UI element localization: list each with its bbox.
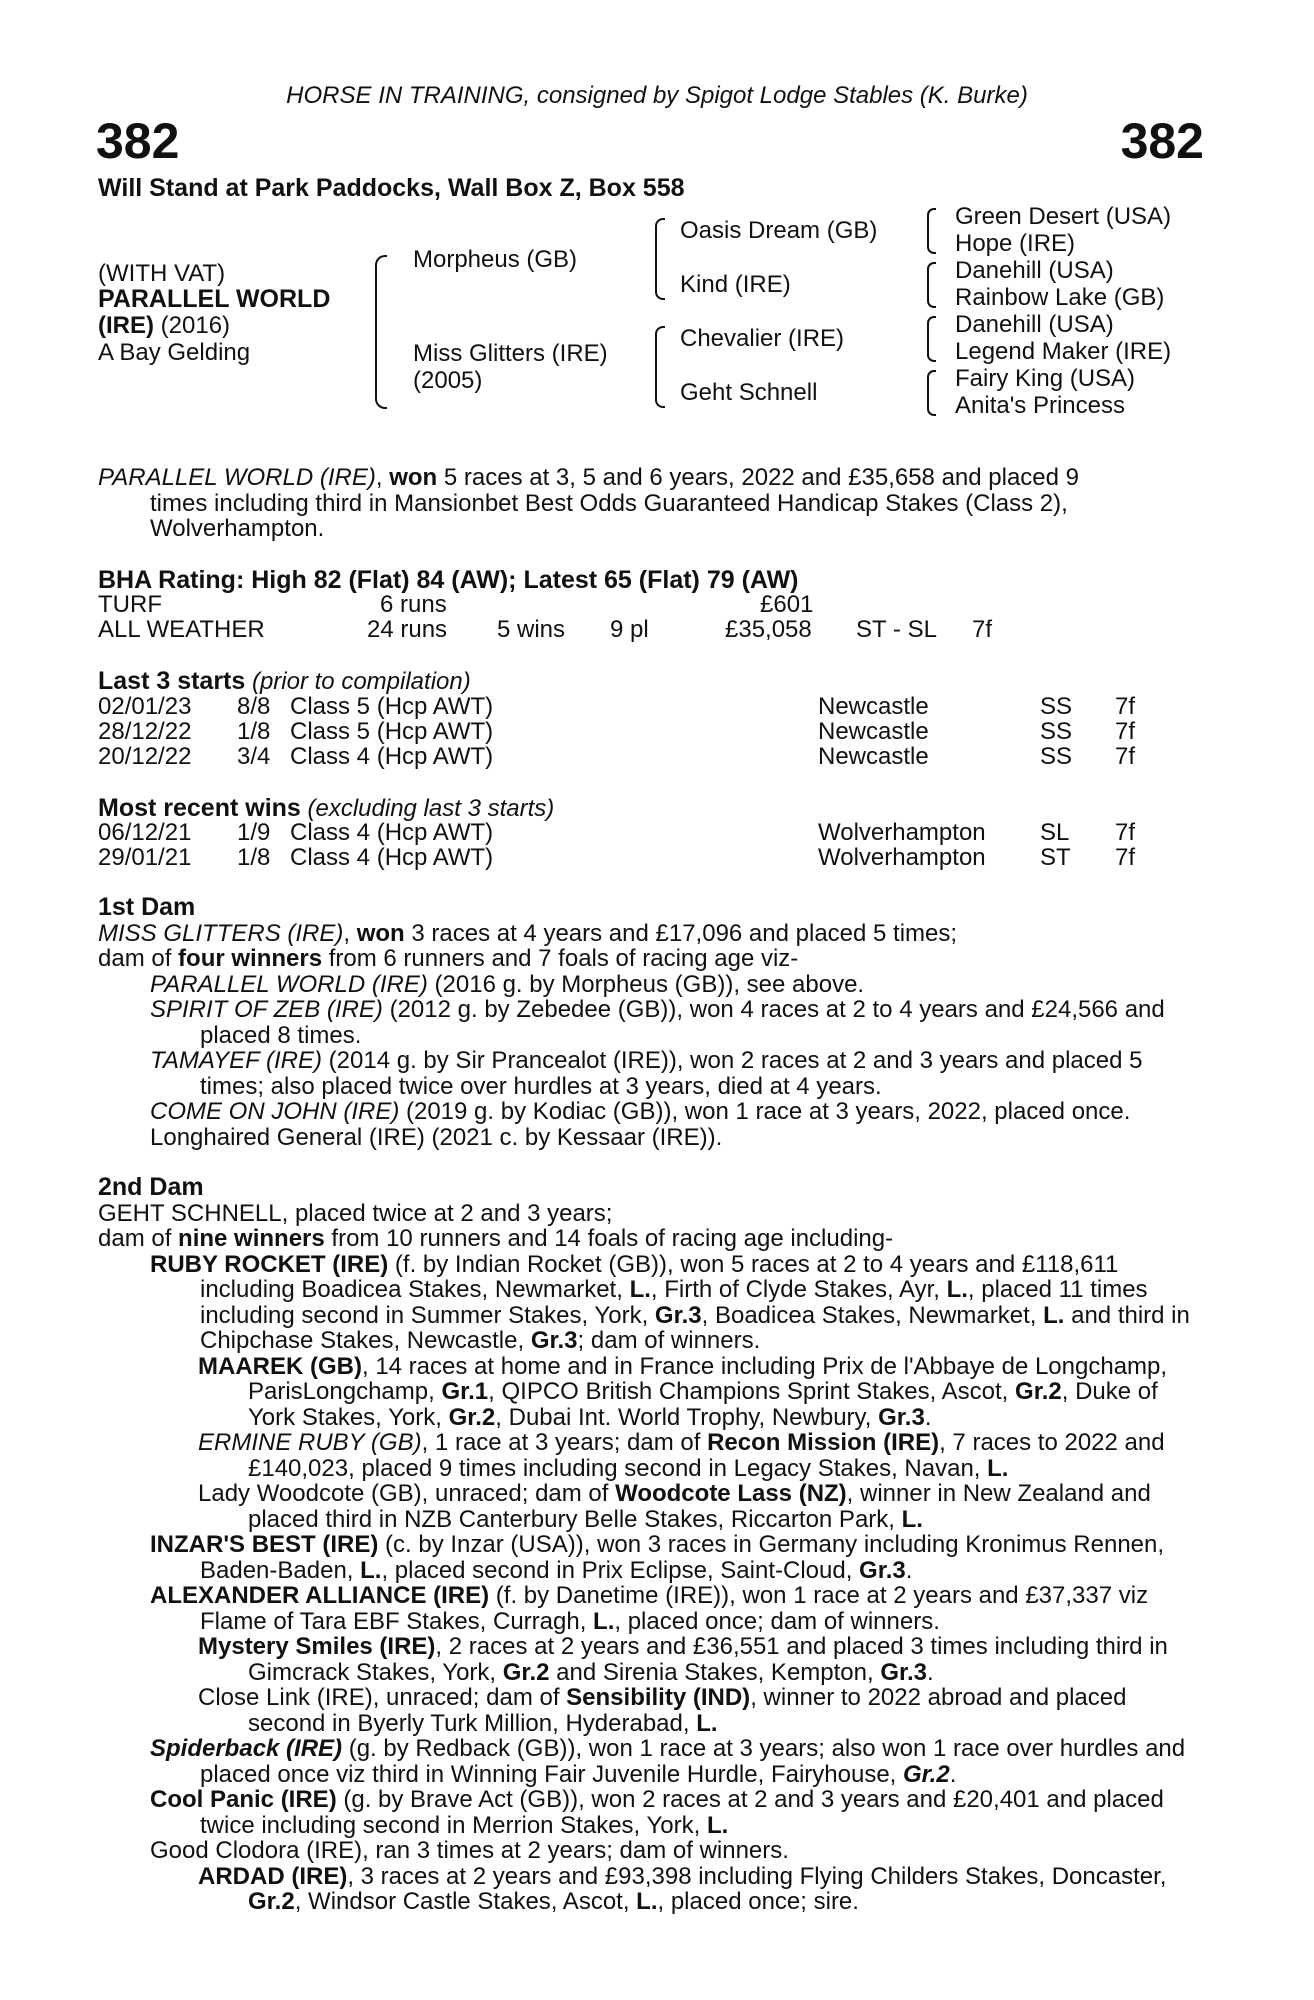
gen3-2: Hope (IRE) <box>955 230 1076 257</box>
pedigree-brace-g3-2 <box>927 262 936 308</box>
dam-year: (2005) <box>413 367 483 394</box>
ermine-ruby-entry: ERMINE RUBY (GB), 1 race at 3 years; dam of Recon Mission (IRE), 7 races to 2022 and £140,023, placed 9 times including second in Legacy Stakes, Navan, L. <box>198 1429 1165 1482</box>
good-clodora-entry: Good Clodora (IRE), ran 3 times at 2 years; dam of winners. <box>150 1837 789 1864</box>
vat-note: (WITH VAT) <box>98 260 226 287</box>
gen3-7: Fairy King (USA) <box>955 365 1136 392</box>
lot-number-right: 382 <box>1120 113 1204 169</box>
gen3-3: Danehill (USA) <box>955 257 1114 284</box>
last-starts-heading: Last 3 starts (prior to compilation) <box>98 667 471 695</box>
dam1-progeny-5: Longhaired General (IRE) (2021 c. by Kessaar (IRE)). <box>150 1123 723 1151</box>
recent-wins-heading: Most recent wins (excluding last 3 starts) <box>98 794 555 822</box>
gen2-dam-dam: Geht Schnell <box>680 379 818 406</box>
race-summary: PARALLEL WORLD (IRE), won 5 races at 3, 5 and 6 years, 2022 and £35,658 and placed 9 times including third in Mansionbet Best Odds Guaranteed Handicap Stakes (Class 2), Wolverhampton. <box>98 464 1080 542</box>
gen2-sire-sire: Oasis Dream (GB) <box>680 217 878 244</box>
spiderback-entry: Spiderback (IRE) (g. by Redback (GB)), won 1 race at 3 years; also won 1 race over hurdles and placed once viz third in Winning Fair Juvenile Hurdle, Fairyhouse, Gr.2. <box>150 1735 1186 1788</box>
gen3-6: Legend Maker (IRE) <box>955 338 1172 365</box>
alexander-alliance-entry: ALEXANDER ALLIANCE (IRE) (f. by Danetime (IRE)), won 1 race at 2 years and £37,337 viz Flame of Tara EBF Stakes, Curragh, L., placed once; dam of winners. <box>150 1582 1149 1635</box>
gen2-sire-dam: Kind (IRE) <box>680 271 791 298</box>
first-dam-section: 1st Dam MISS GLITTERS (IRE), won 3 races at 4 years and £17,096 and placed 5 times; dam of four winners from 6 runners and 7 foals of racing age viz- PARALLEL WORLD (IRE) (2016 g. by Morpheus (GB)), see above. SPIRIT OF ZEB (IRE) (2012 g. by Zebedee (GB)), won 4 races at 2 to 4 years and £24,566 and placed 8 times. TAMAYEF (IRE) (2014 g. by Sir Prancealot (IRE)), won 2 races at 2 and 3 years and placed 5 times; also placed twice over hurdles at 3 years, died at 4 years. COME ON JOHN (IRE) (2019 g. by Kodiac (GB)), won 1 race at 3 years, 2022, placed once. Longhaired General (IRE) (2021 c. by Kessaar (IRE)). <box>98 895 1208 1150</box>
gen3-8: Anita's Princess <box>955 392 1125 419</box>
sire-name: Morpheus (GB) <box>413 246 578 273</box>
pedigree-brace-main <box>375 255 387 409</box>
mystery-smiles-entry: Mystery Smiles (IRE), 2 races at 2 years and £36,551 and placed 3 times including third in Gimcrack Stakes, York, Gr.2 and Sirenia Stakes, Kempton, Gr.3. <box>198 1633 1168 1686</box>
cool-panic-entry: Cool Panic (IRE) (g. by Brave Act (GB)), won 2 races at 2 and 3 years and £20,401 and placed twice including second in Merrion Stakes, York, L. <box>150 1786 1164 1839</box>
dam1-progeny-3: TAMAYEF (IRE) (2014 g. by Sir Prancealot (IRE)), won 2 races at 2 and 3 years and placed 5 times; also placed twice over hurdles at 3 years, died at 4 years. <box>150 1047 1143 1100</box>
pedigree-brace-sire <box>655 218 665 300</box>
pedigree-brace-dam <box>655 326 665 408</box>
close-link-entry: Close Link (IRE), unraced; dam of Sensibility (IND), winner to 2022 abroad and placed second in Byerly Turk Million, Hyderabad, L. <box>198 1684 1127 1737</box>
second-dam-section: 2nd Dam GEHT SCHNELL, placed twice at 2 and 3 years; dam of nine winners from 10 runners and 14 foals of racing age including- RUBY ROCKET (IRE) (f. by Indian Rocket (GB)), won 5 races at 2 to 4 years and £118,611 including Boadicea Stakes, Newmarket, L., Firth of Clyde Stakes, Ayr, L., placed 11 times including second in Summer Stakes, York, Gr.3, Boadicea Stakes, Newmarket, L. and third in Chipchase Stakes, Newcastle, Gr.3; dam of winners. MAAREK (GB), 14 races at home and in France including Prix de l'Abbaye de Longchamp, ParisLongchamp, Gr.1, QIPCO British Champions Sprint Stakes, Ascot, Gr.2, Duke of York Stakes, York, Gr.2, Dubai Int. World Trophy, Newbury, Gr.3. ERMINE RUBY (GB), 1 race at 3 years; dam of Recon Mission (IRE), 7 races to 2022 and £140,023, placed 9 times including second in Legacy Stakes, Navan, L. Lady Woodcote (GB), unraced; dam of Woodcote Lass (NZ), winner in New Zealand and placed third in NZB Canterbury Belle Stakes, Riccarton Park, L. INZAR'S BEST (IRE) (c. by Inzar (USA)), won 3 races in Germany including Kronimus Rennen, Baden-Baden, L., placed second in Prix Eclipse, Saint-Cloud, Gr.3. ALEXANDER ALLIANCE (IRE) (f. by Danetime (IRE)), won 1 race at 2 years and £37,337 viz Flame of Tara EBF Stakes, Curragh, L., placed once; dam of winners. Mystery Smiles (IRE), 2 races at 2 years and £36,551 and placed 3 times including third in Gimcrack Stakes, York, Gr.2 and Sirenia Stakes, Kempton, Gr.3. Close Link (IRE), unraced; dam of Sensibility (IND), winner to 2022 abroad and placed second in Byerly Turk Million, Hyderabad, L. Spiderback (IRE) (g. by Redback (GB)), won 1 race at 3 years; also won 1 race over hurdles and placed once viz third in Winning Fair Juvenile Hurdle, Fairyhouse, Gr.2. Cool Panic (IRE) (g. by Brave Act (GB)), won 2 races at 2 and 3 years and £20,401 and placed twice including second in Merrion Stakes, York, L. Good Clodora (IRE), ran 3 times at 2 years; dam of winners. ARDAD (IRE), 3 races at 2 years and £93,398 including Flying Childers Stakes, Doncaster, Gr.2, Windsor Castle Stakes, Ascot, L., placed once; sire. <box>98 1175 1208 1915</box>
gen3-1: Green Desert (USA) <box>955 203 1172 230</box>
pedigree-brace-g3-3 <box>927 316 936 362</box>
first-dam-heading: 1st Dam <box>98 893 196 921</box>
inzars-best-entry: INZAR'S BEST (IRE) (c. by Inzar (USA)), won 3 races in Germany including Kronimus Rennen, Baden-Baden, L., placed second in Prix Eclipse, Saint-Cloud, Gr.3. <box>150 1531 1165 1584</box>
ruby-rocket-entry: RUBY ROCKET (IRE) (f. by Indian Rocket (GB)), won 5 races at 2 to 4 years and £118,611 including Boadicea Stakes, Newmarket, L., Firth of Clyde Stakes, Ayr, L., placed 11 times including second in Summer Stakes, York, Gr.3, Boadicea Stakes, Newmarket, L. and third in Chipchase Stakes, Newcastle, Gr.3; dam of winners. <box>150 1250 1190 1354</box>
dam1-progeny-1: PARALLEL WORLD (IRE) (2016 g. by Morpheus (GB)), see above. <box>150 970 865 998</box>
dam-name: Miss Glitters (IRE) <box>413 340 608 367</box>
gen2-dam-sire: Chevalier (IRE) <box>680 325 845 352</box>
dam1-progeny-2: SPIRIT OF ZEB (IRE) (2012 g. by Zebedee (GB)), won 4 races at 2 to 4 years and £24,566 and placed 8 times. <box>150 996 1165 1049</box>
gen3-5: Danehill (USA) <box>955 311 1114 338</box>
lot-number-left: 382 <box>96 113 180 169</box>
pedigree-brace-g3-4 <box>927 370 936 416</box>
maarek-entry: MAAREK (GB), 14 races at home and in France including Prix de l'Abbaye de Longchamp, ParisLongchamp, Gr.1, QIPCO British Champions Sprint Stakes, Ascot, Gr.2, Duke of York Stakes, York, Gr.2, Dubai Int. World Trophy, Newbury, Gr.3. <box>198 1352 1168 1431</box>
gen3-4: Rainbow Lake (GB) <box>955 284 1165 311</box>
second-dam-heading: 2nd Dam <box>98 1173 204 1201</box>
stand-location: Will Stand at Park Paddocks, Wall Box Z, Box 558 <box>98 174 685 202</box>
horse-description: A Bay Gelding <box>98 339 251 366</box>
bha-rating: BHA Rating: High 82 (Flat) 84 (AW); Latest 65 (Flat) 79 (AW) <box>98 566 799 594</box>
horse-name: PARALLEL WORLD <box>98 285 331 313</box>
catalogue-header: HORSE IN TRAINING, consigned by Spigot Lodge Stables (K. Burke) <box>286 82 1028 109</box>
horse-name-suffix: (IRE) (2016) <box>98 312 231 339</box>
ardad-entry: ARDAD (IRE), 3 races at 2 years and £93,398 including Flying Childers Stakes, Doncaster, Gr.2, Windsor Castle Stakes, Ascot, L., placed once; sire. <box>198 1862 1167 1915</box>
lady-woodcote-entry: Lady Woodcote (GB), unraced; dam of Woodcote Lass (NZ), winner in New Zealand and placed third in NZB Canterbury Belle Stakes, Riccarton Park, L. <box>198 1480 1151 1533</box>
pedigree-brace-g3-1 <box>927 208 936 254</box>
dam1-progeny-4: COME ON JOHN (IRE) (2019 g. by Kodiac (GB)), won 1 race at 3 years, 2022, placed once. <box>150 1098 1131 1125</box>
